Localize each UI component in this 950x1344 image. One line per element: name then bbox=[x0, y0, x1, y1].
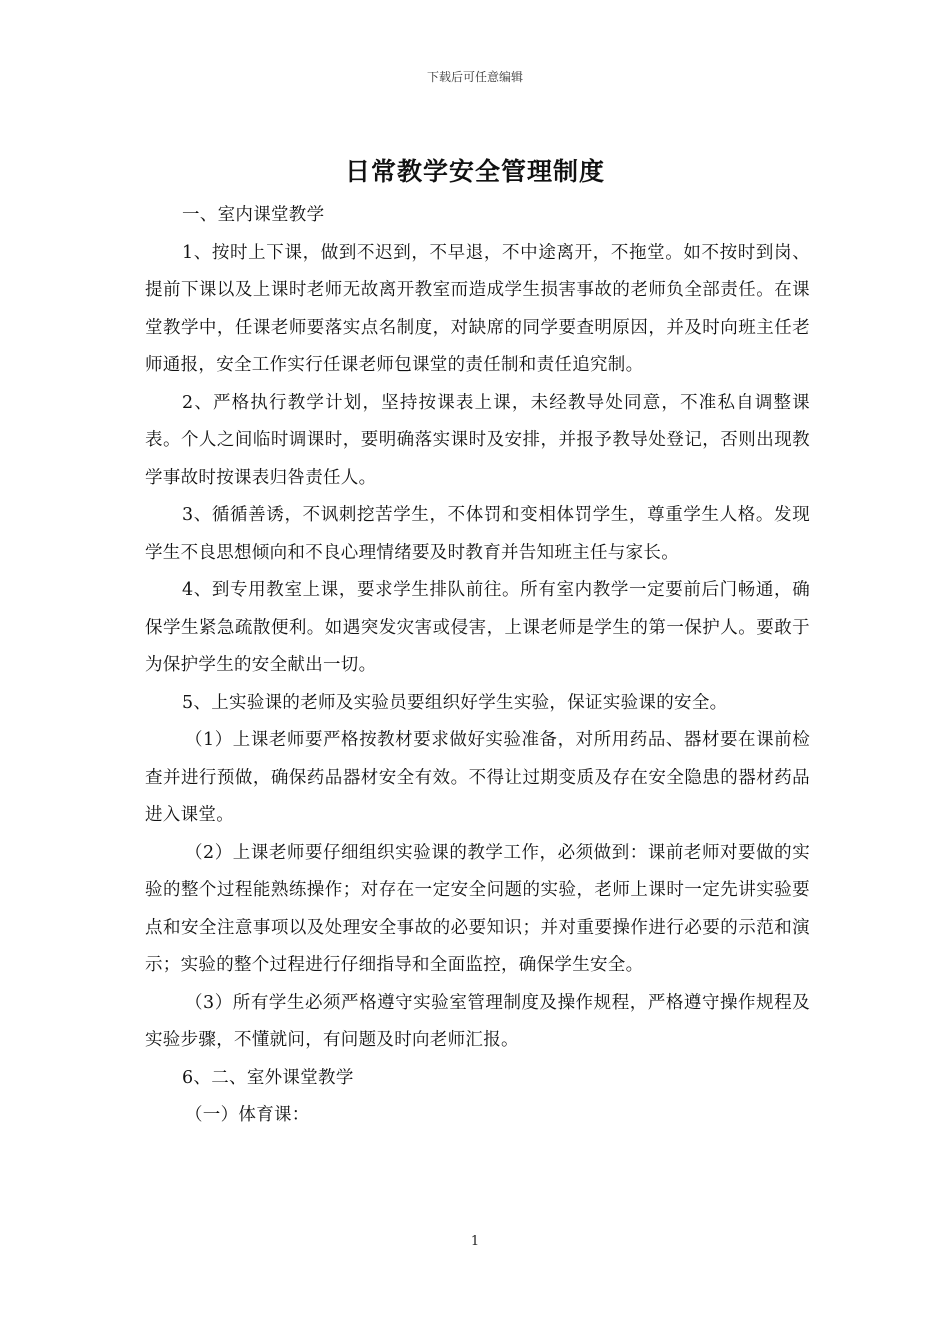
subsection-heading-pe: （一）体育课： bbox=[185, 1105, 310, 1125]
paragraph-item-5: 5、上实验课的老师及实验员要组织好学生实验，保证实验课的安全。 bbox=[182, 692, 728, 713]
section-heading-indoor: 一、室内课堂教学 bbox=[182, 205, 325, 225]
document-body bbox=[145, 197, 810, 1135]
paragraph-item-2: 2、严格执行教学计划，坚持按课表上课，未经教导处同意，不准私自调整课表。个人之间临时调课时，要明确落实课时及安排，并报予教导处登记，否则出现教学事故时按课表归咎责任人。 bbox=[145, 392, 810, 488]
page-number: 1 bbox=[470, 1234, 480, 1249]
document-title: 日常教学安全管理制度 bbox=[344, 157, 605, 186]
paragraph-item-3: 3、循循善诱，不讽刺挖苦学生，不体罚和变相体罚学生，尊重学生人格。发现学生不良思想倾向和不良心理情绪要及时教育并告知班主任与家长。 bbox=[145, 505, 810, 563]
paragraph-sub-2: （2）上课老师要仔细组织实验课的教学工作，必须做到：课前老师对要做的实验的整个过程能熟练操作；对存在一定安全问题的实验，老师上课时一定先讲实验要点和安全注意事项以及处理安全事故的必要知识；并对重要操作进行必要的示范和演示；实验的整个过程进行仔细指导和全面监控，确保学生安全。 bbox=[145, 842, 810, 975]
header-note: 下载后可任意编辑 bbox=[426, 70, 523, 84]
paragraph-sub-1: （1）上课老师要严格按教材要求做好实验准备，对所用药品、器材要在课前检查并进行预做，确保药品器材安全有效。不得让过期变质及存在安全隐患的器材药品进入课堂。 bbox=[145, 730, 810, 825]
paragraph-sub-3: （3）所有学生必须严格遵守实验室管理制度及操作规程，严格遵守操作规程及实验步骤，不懂就问，有问题及时向老师汇报。 bbox=[145, 992, 810, 1050]
paragraph-item-1: 1、按时上下课，做到不迟到，不早退，不中途离开，不拖堂。如不按时到岗、提前下课以及上课时老师无故离开教室而造成学生损害事故的老师负全部责任。在课堂教学中，任课老师要落实点名制度，对缺席的同学要查明原因，并及时向班主任老师通报，安全工作实行任课老师包课堂的责任制和责任追究制。 bbox=[145, 242, 810, 375]
paragraph-item-4: 4、到专用教室上课，要求学生排队前往。所有室内教学一定要前后门畅通，确保学生紧急疏散便利。如遇突发灾害或侵害，上课老师是学生的第一保护人。要敢于为保护学生的安全献出一切。 bbox=[145, 580, 810, 675]
section-heading-outdoor: 6、二、室外课堂教学 bbox=[182, 1067, 354, 1088]
